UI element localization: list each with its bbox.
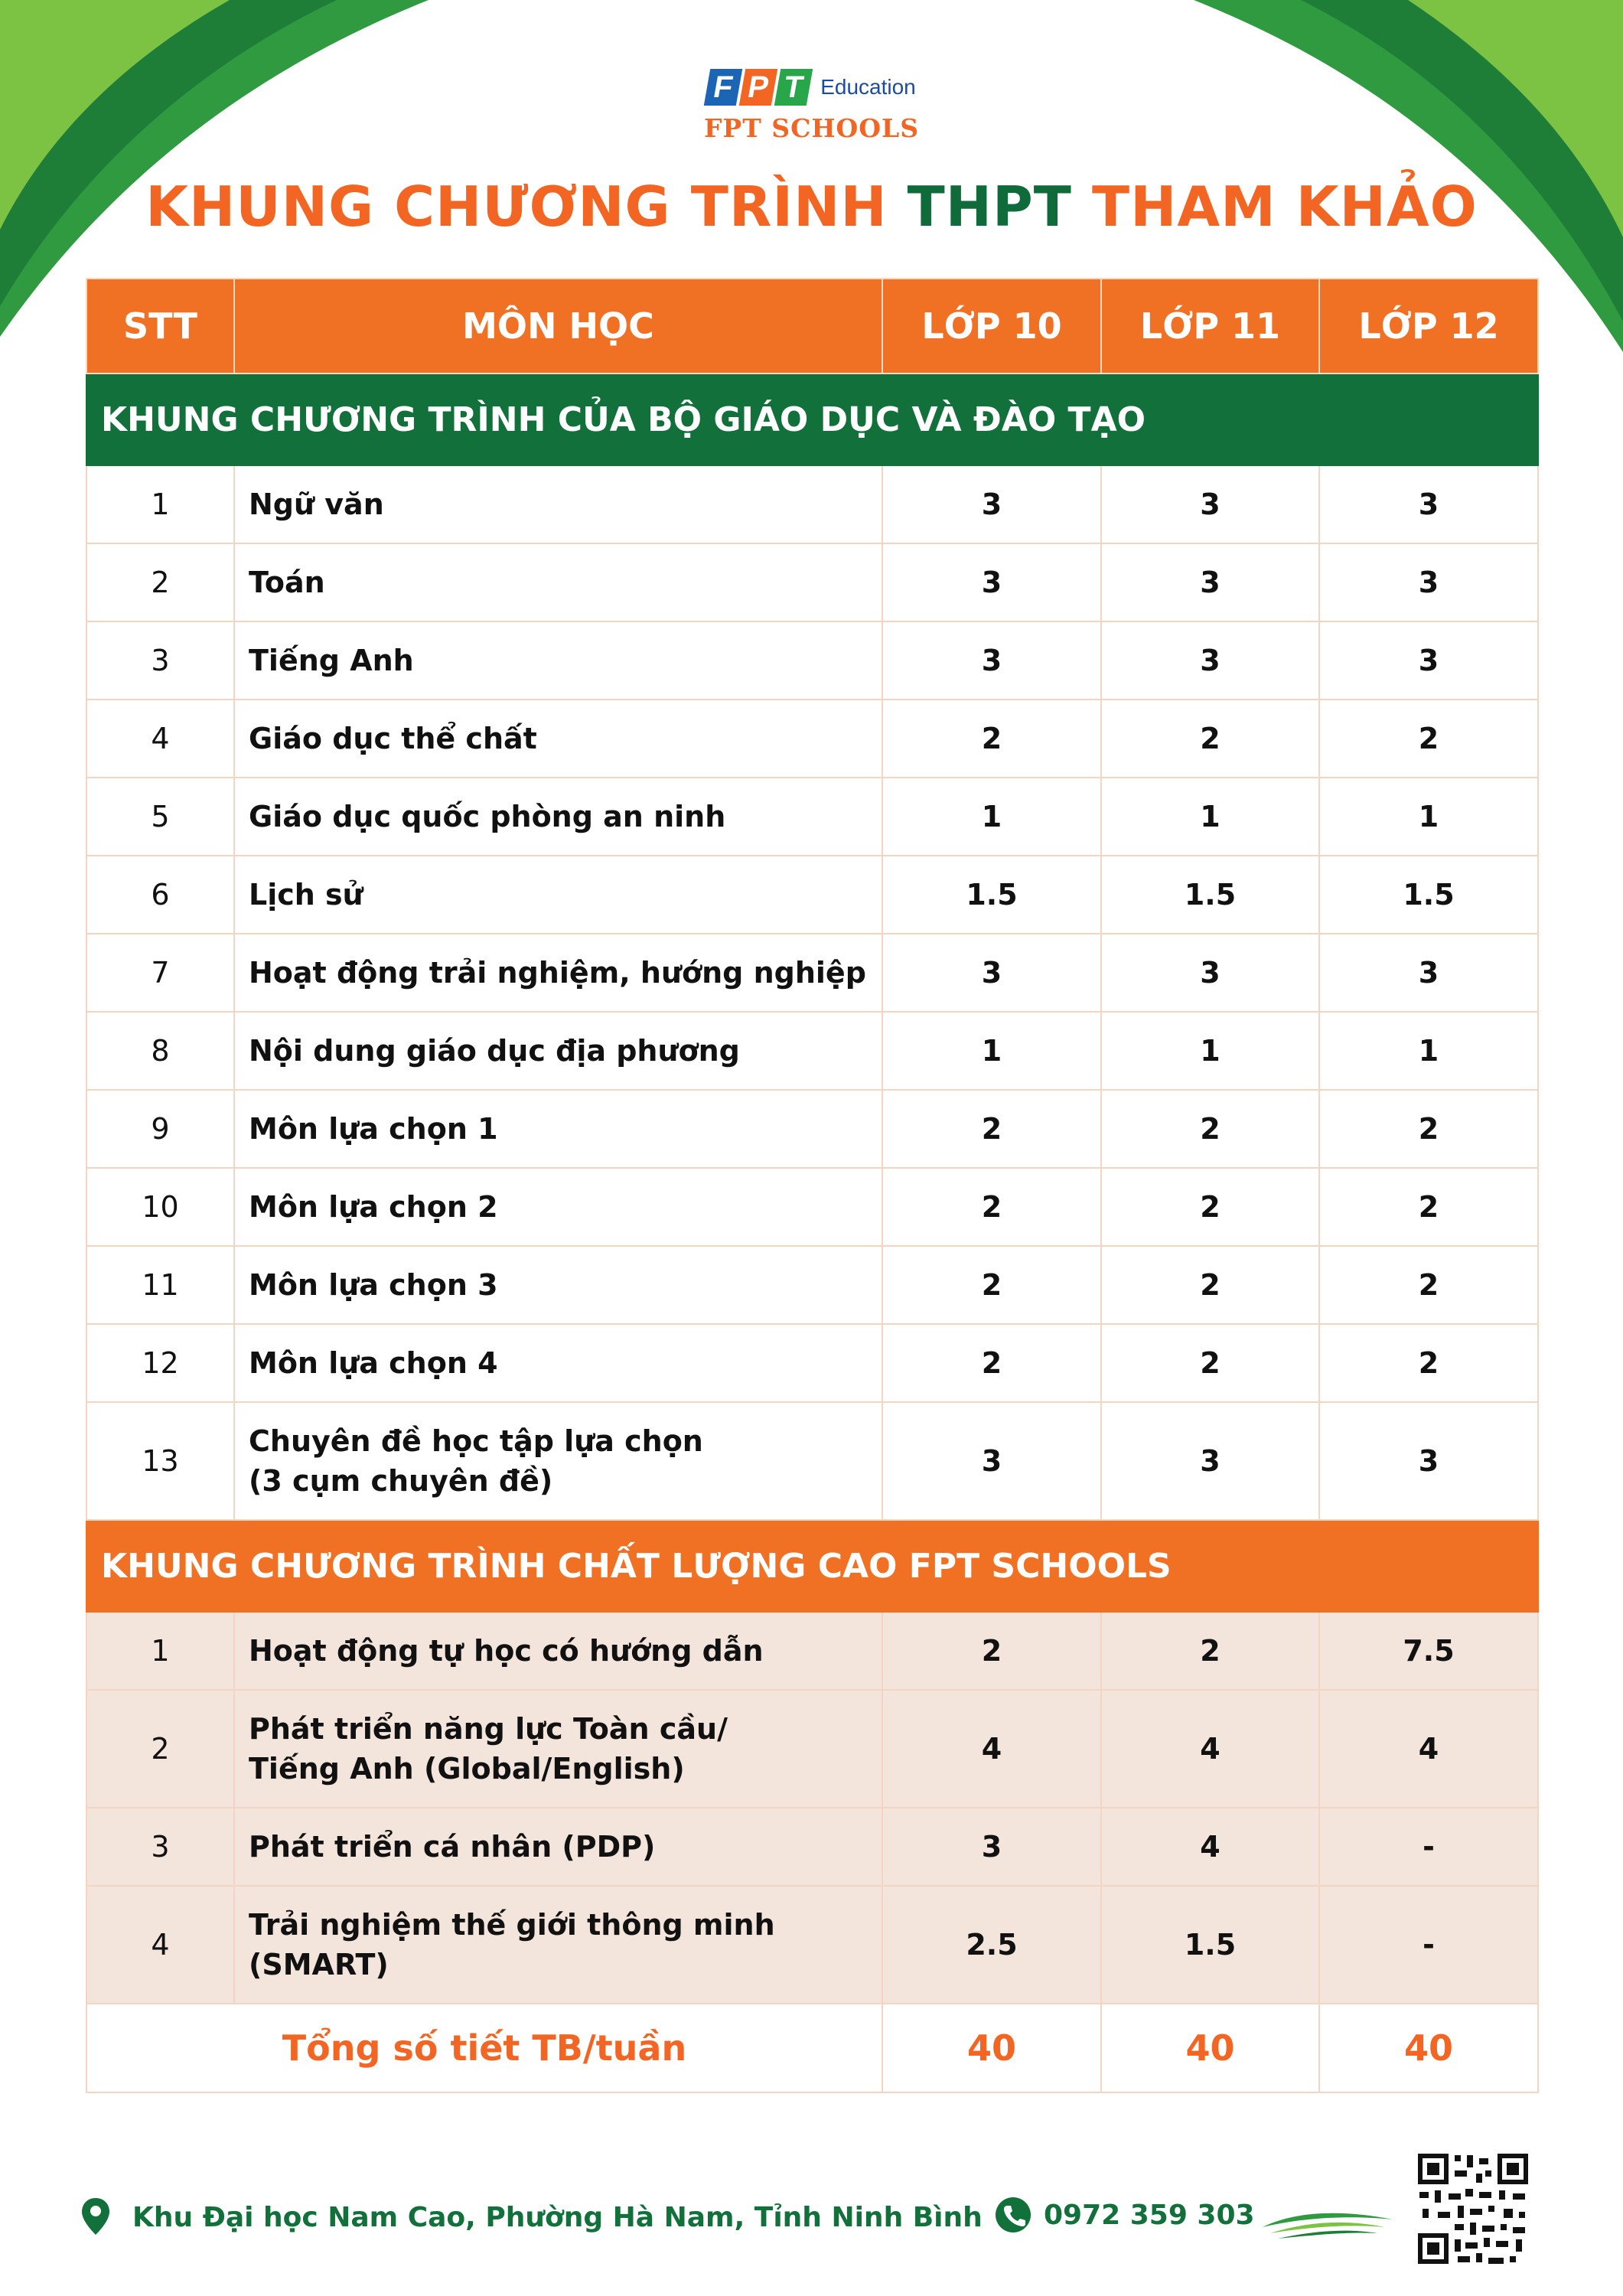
table-header-row (86, 279, 1538, 373)
grade-12-cell: 7.5 (1319, 1612, 1538, 1690)
table-row (86, 1402, 1538, 1520)
fpt-logo-mark (707, 69, 810, 106)
grade-11-cell: 1.5 (1101, 1886, 1319, 2004)
section-moet-header (86, 373, 1538, 465)
grade-11-cell: 3 (1101, 1402, 1319, 1520)
grade-11-cell: 2 (1101, 1090, 1319, 1168)
stt-cell: 12 (86, 1324, 234, 1402)
grade-10-cell: 1 (882, 1012, 1101, 1090)
total-grade-12: 40 (1319, 2004, 1538, 2092)
grade-12-cell: 4 (1319, 1690, 1538, 1808)
grade-10-cell: 2 (882, 1090, 1101, 1168)
grade-10-cell: 2 (882, 1246, 1101, 1324)
grade-12-cell: 2 (1319, 1324, 1538, 1402)
section-title: KHUNG CHƯƠNG TRÌNH CỦA BỘ GIÁO DỤC VÀ ĐÀO TẠO (86, 373, 1538, 465)
subject-line-2: (SMART) (249, 1948, 389, 1981)
subject-cell: Ngữ văn (234, 465, 882, 543)
grade-10-cell: 3 (882, 1402, 1101, 1520)
stt-cell: 4 (86, 1886, 234, 2004)
curriculum-table (86, 278, 1539, 2093)
table-row (86, 778, 1538, 856)
table-row (86, 1612, 1538, 1690)
grade-11-cell: 2 (1101, 1168, 1319, 1246)
logo-letter-p: P (739, 69, 777, 106)
subject-cell: Giáo dục thể chất (234, 700, 882, 778)
subject-cell: Môn lựa chọn 1 (234, 1090, 882, 1168)
logo-schools-text: FPT SCHOOLS (703, 113, 920, 143)
grade-12-cell: 2 (1319, 1168, 1538, 1246)
stt-cell: 5 (86, 778, 234, 856)
grade-10-cell: 3 (882, 621, 1101, 700)
grade-10-cell: 3 (882, 543, 1101, 621)
grade-12-cell: 3 (1319, 465, 1538, 543)
stt-cell: 6 (86, 856, 234, 934)
grade-11-cell: 2 (1101, 1246, 1319, 1324)
header-stt: STT (86, 279, 234, 373)
subject-cell: Toán (234, 543, 882, 621)
grade-12-cell: 1 (1319, 1012, 1538, 1090)
subject-cell: Môn lựa chọn 2 (234, 1168, 882, 1246)
grade-12-cell: - (1319, 1886, 1538, 2004)
subject-cell: Giáo dục quốc phòng an ninh (234, 778, 882, 856)
stt-cell: 10 (86, 1168, 234, 1246)
title-part-1: KHUNG CHƯƠNG TRÌNH (145, 174, 908, 239)
logo-letter-t: T (774, 69, 813, 106)
stt-cell: 8 (86, 1012, 234, 1090)
header-subject: MÔN HỌC (234, 279, 882, 373)
table-row (86, 1886, 1538, 2004)
table-row (86, 1090, 1538, 1168)
total-grade-11: 40 (1101, 2004, 1319, 2092)
grade-10-cell: 3 (882, 934, 1101, 1012)
stt-cell: 2 (86, 1690, 234, 1808)
location-pin-icon (80, 2197, 111, 2238)
subject-cell (234, 1886, 882, 2004)
table-row (86, 465, 1538, 543)
grade-12-cell: 1 (1319, 778, 1538, 856)
grade-11-cell: 2 (1101, 700, 1319, 778)
grade-12-cell: 3 (1319, 621, 1538, 700)
table-row (86, 543, 1538, 621)
stt-cell: 13 (86, 1402, 234, 1520)
total-label: Tổng số tiết TB/tuần (86, 2004, 882, 2092)
grade-11-cell: 2 (1101, 1324, 1319, 1402)
grade-10-cell: 4 (882, 1690, 1101, 1808)
grade-11-cell: 1 (1101, 1012, 1319, 1090)
address-text: Khu Đại học Nam Cao, Phường Hà Nam, Tỉnh Ninh Bình (132, 2201, 983, 2233)
stt-cell: 4 (86, 700, 234, 778)
subject-cell: Môn lựa chọn 3 (234, 1246, 882, 1324)
logo-letter-f: F (704, 69, 742, 106)
footer-address (80, 2197, 983, 2238)
grade-10-cell: 3 (882, 1808, 1101, 1886)
grade-10-cell: 2 (882, 1324, 1101, 1402)
grade-12-cell: 3 (1319, 934, 1538, 1012)
grade-12-cell: 2 (1319, 1090, 1538, 1168)
footer (0, 2174, 1623, 2265)
table-row (86, 856, 1538, 934)
stt-cell: 2 (86, 543, 234, 621)
table-row (86, 1808, 1538, 1886)
grade-10-cell: 2 (882, 1612, 1101, 1690)
subject-cell: Nội dung giáo dục địa phương (234, 1012, 882, 1090)
grade-12-cell: - (1319, 1808, 1538, 1886)
subject-cell: Môn lựa chọn 4 (234, 1324, 882, 1402)
logo-education-text: Education (820, 75, 916, 99)
grade-11-cell: 3 (1101, 543, 1319, 621)
grade-10-cell: 2 (882, 1168, 1101, 1246)
table-row (86, 700, 1538, 778)
stt-cell: 1 (86, 465, 234, 543)
grade-12-cell: 3 (1319, 1402, 1538, 1520)
subject-cell: Tiếng Anh (234, 621, 882, 700)
table-row (86, 1168, 1538, 1246)
grade-11-cell: 1.5 (1101, 856, 1319, 934)
grade-11-cell: 3 (1101, 934, 1319, 1012)
phone-icon (995, 2197, 1031, 2233)
title-part-2: THPT (907, 174, 1072, 239)
stt-cell: 9 (86, 1090, 234, 1168)
grade-11-cell: 2 (1101, 1612, 1319, 1690)
stt-cell: 11 (86, 1246, 234, 1324)
title-part-3: THAM KHẢO (1071, 174, 1478, 239)
fpt-logo (0, 69, 1623, 143)
subject-line-2: (3 cụm chuyên đề) (249, 1464, 553, 1498)
grade-10-cell: 2.5 (882, 1886, 1101, 2004)
grade-11-cell: 4 (1101, 1690, 1319, 1808)
table-row (86, 1012, 1538, 1090)
section-fpt-header (86, 1520, 1538, 1612)
leaf-decoration-icon (1263, 2204, 1393, 2242)
subject-cell: Phát triển cá nhân (PDP) (234, 1808, 882, 1886)
total-row (86, 2004, 1538, 2092)
grade-12-cell: 1.5 (1319, 856, 1538, 934)
table-row (86, 1246, 1538, 1324)
subject-cell: Lịch sử (234, 856, 882, 934)
subject-line-2: Tiếng Anh (Global/English) (249, 1752, 685, 1786)
table-row (86, 1324, 1538, 1402)
footer-phone (995, 2197, 1255, 2233)
grade-10-cell: 2 (882, 700, 1101, 778)
header-grade-12: LỚP 12 (1319, 279, 1538, 373)
grade-12-cell: 2 (1319, 1246, 1538, 1324)
grade-12-cell: 3 (1319, 543, 1538, 621)
grade-11-cell: 3 (1101, 465, 1319, 543)
subject-cell (234, 1402, 882, 1520)
table-row (86, 621, 1538, 700)
subject-cell (234, 1690, 882, 1808)
grade-11-cell: 3 (1101, 621, 1319, 700)
subject-cell: Hoạt động trải nghiệm, hướng nghiệp (234, 934, 882, 1012)
subject-line-1: Phát triển năng lực Toàn cầu/ (249, 1712, 728, 1746)
subject-line-1: Chuyên đề học tập lựa chọn (249, 1424, 703, 1458)
stt-cell: 3 (86, 621, 234, 700)
header-grade-11: LỚP 11 (1101, 279, 1319, 373)
header-grade-10: LỚP 10 (882, 279, 1101, 373)
qr-code-icon (1415, 2151, 1531, 2267)
stt-cell: 3 (86, 1808, 234, 1886)
total-grade-10: 40 (882, 2004, 1101, 2092)
grade-10-cell: 3 (882, 465, 1101, 543)
grade-11-cell: 1 (1101, 778, 1319, 856)
phone-text: 0972 359 303 (1044, 2199, 1255, 2231)
stt-cell: 7 (86, 934, 234, 1012)
subject-cell: Hoạt động tự học có hướng dẫn (234, 1612, 882, 1690)
section-title: KHUNG CHƯƠNG TRÌNH CHẤT LƯỢNG CAO FPT SCHOOLS (86, 1520, 1538, 1612)
page-title (0, 174, 1623, 239)
grade-10-cell: 1 (882, 778, 1101, 856)
subject-line-1: Trải nghiệm thế giới thông minh (249, 1908, 775, 1942)
table-row (86, 1690, 1538, 1808)
table-row (86, 934, 1538, 1012)
grade-12-cell: 2 (1319, 700, 1538, 778)
grade-11-cell: 4 (1101, 1808, 1319, 1886)
stt-cell: 1 (86, 1612, 234, 1690)
grade-10-cell: 1.5 (882, 856, 1101, 934)
